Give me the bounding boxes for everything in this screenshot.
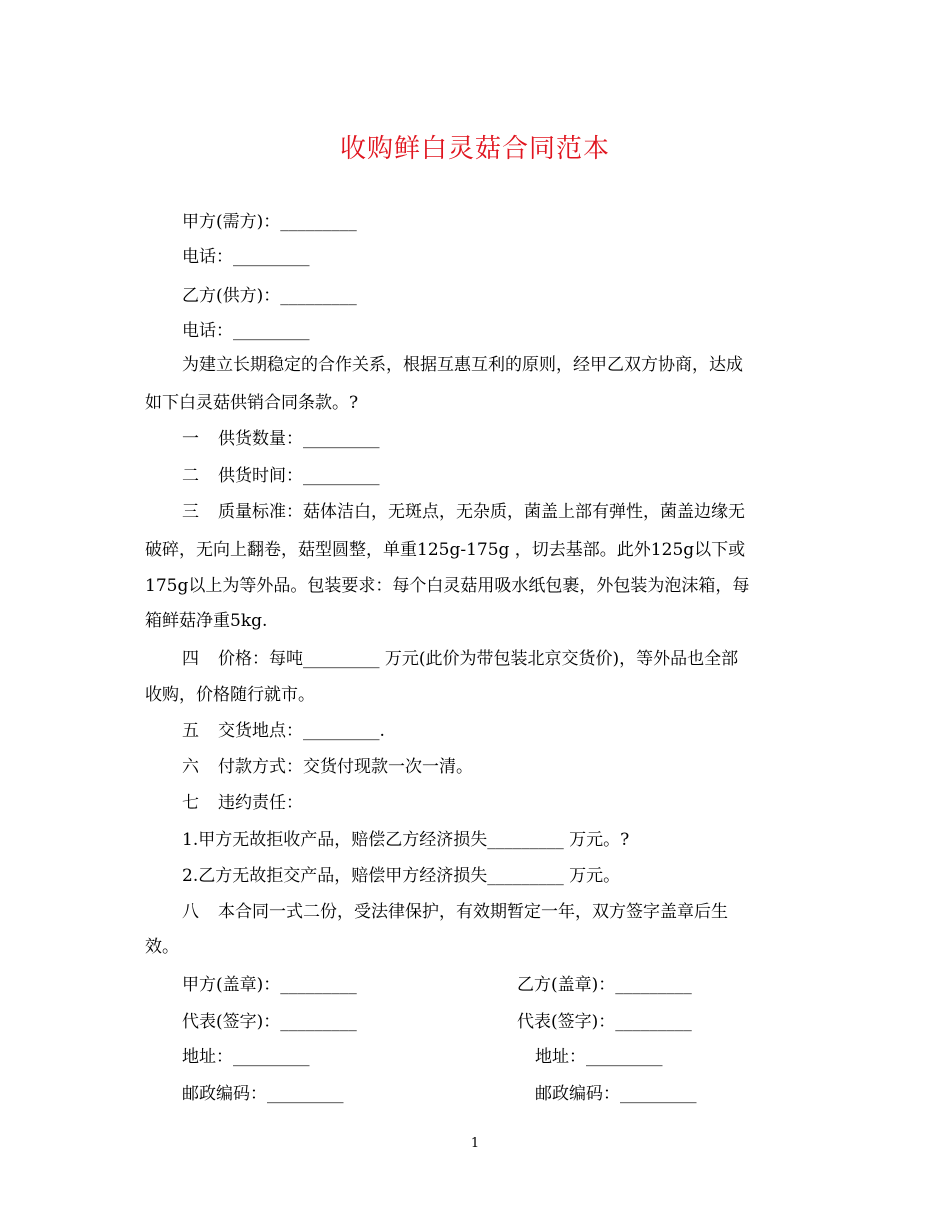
clause-8-line-1: [182, 901, 728, 923]
clause-1: [182, 428, 380, 450]
clause-3-line-2: 破碎，无向上翻卷，菇型圆整，单重125g-175g ，切去基部。此外125g以下或: [145, 540, 746, 560]
clause-number: 四: [182, 649, 199, 669]
clause-number: 三: [182, 502, 199, 522]
clause-text: 供货数量：_________: [218, 429, 380, 449]
party-a-address: 地址：_________: [182, 1047, 310, 1067]
party-a-phone-line: 电话：_________: [182, 247, 310, 267]
clause-3-line-1: [182, 501, 745, 523]
clause-number: 二: [182, 466, 199, 486]
party-b-address: 地址：_________: [535, 1047, 663, 1067]
clause-text: 违约责任：: [218, 793, 303, 813]
clause-6: [182, 756, 473, 778]
party-a-line: 甲方(需方)：_________: [182, 212, 357, 232]
party-b-postcode: 邮政编码：_________: [535, 1084, 697, 1104]
clause-text: 质量标准：菇体洁白，无斑点，无杂质，菌盖上部有弹性，菌盖边缘无: [218, 502, 745, 522]
party-b-phone-line: 电话：_________: [182, 321, 310, 341]
clause-text: 付款方式：交货付现款一次一清。: [218, 757, 473, 777]
clause-text: 本合同一式二份，受法律保护，有效期暂定一年，双方签字盖章后生: [218, 902, 728, 922]
clause-8-line-2: 效。: [145, 937, 179, 957]
clause-7-item-1: 1.甲方无故拒收产品，赔偿乙方经济损失_________ 万元。?: [182, 830, 630, 850]
clause-5: [182, 720, 385, 742]
party-a-seal: 甲方(盖章)：_________: [182, 975, 357, 995]
clause-7: [182, 792, 303, 814]
clause-text: 交货地点：_________.: [218, 721, 385, 741]
clause-4-line-1: [182, 648, 738, 670]
clause-4-line-2: 收购，价格随行就市。: [145, 685, 315, 705]
clause-number: 六: [182, 757, 199, 777]
intro-line-1: 为建立长期稳定的合作关系，根据互惠互利的原则，经甲乙双方协商，达成: [182, 355, 743, 375]
clause-number: 五: [182, 721, 199, 741]
clause-3-line-4: 箱鲜菇净重5kg.: [145, 611, 268, 631]
party-b-line: 乙方(供方)：_________: [182, 286, 357, 306]
party-a-postcode: 邮政编码：_________: [182, 1084, 344, 1104]
page-number: 1: [470, 1136, 480, 1151]
party-b-representative: 代表(签字)：_________: [517, 1012, 692, 1032]
party-a-representative: 代表(签字)：_________: [182, 1012, 357, 1032]
clause-number: 八: [182, 902, 199, 922]
party-b-seal: 乙方(盖章)：_________: [517, 975, 692, 995]
document-title: 收购鲜白灵菇合同范本: [339, 134, 610, 164]
clause-3-line-3: 175g以上为等外品。包装要求：每个白灵菇用吸水纸包裹，外包装为泡沫箱，每: [145, 576, 750, 596]
clause-number: 一: [182, 429, 199, 449]
clause-2: [182, 465, 380, 487]
clause-text: 供货时间：_________: [218, 466, 380, 486]
clause-7-item-2: 2.乙方无故拒交产品，赔偿甲方经济损失_________ 万元。: [182, 866, 621, 886]
clause-text: 价格：每吨_________ 万元(此价为带包装北京交货价)，等外品也全部: [218, 649, 739, 669]
clause-number: 七: [182, 793, 199, 813]
intro-line-2: 如下白灵菇供销合同条款。?: [145, 393, 359, 413]
